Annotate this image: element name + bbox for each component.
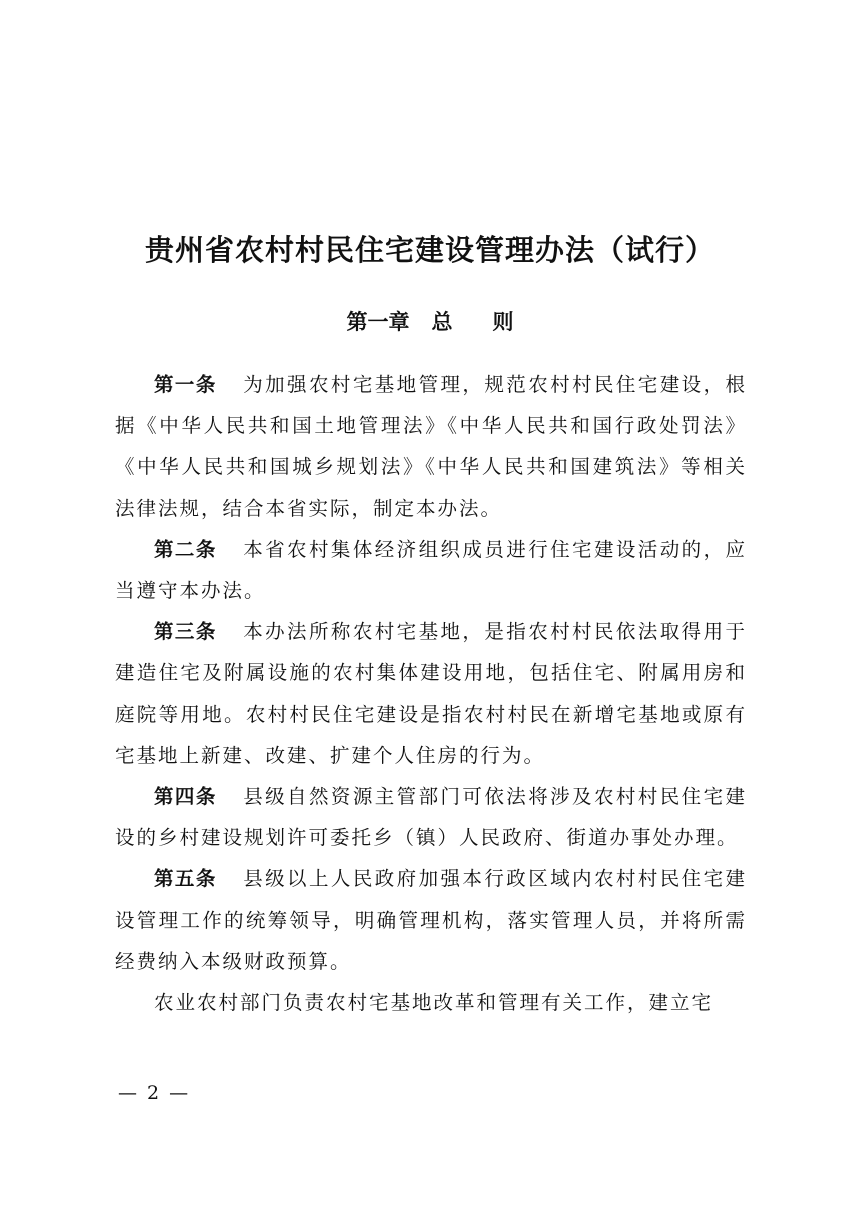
article-paragraph xyxy=(115,611,747,776)
article-paragraph xyxy=(115,776,747,858)
article-number: 第二条 xyxy=(154,537,217,561)
document-body xyxy=(115,364,747,1023)
paragraph-text: 农业农村部门负责农村宅基地改革和管理有关工作，建立宅 xyxy=(154,991,714,1015)
article-number: 第四条 xyxy=(154,785,217,809)
article-number: 第五条 xyxy=(154,867,217,891)
article-paragraph xyxy=(115,858,747,982)
page-number: — 2 — xyxy=(118,1082,191,1104)
article-text: 本省农村集体经济组织成员进行住宅建设活动的，应当遵守本办法。 xyxy=(115,537,747,603)
article-text: 县级以上人民政府加强本行政区域内农村村民住宅建设管理工作的统筹领导，明确管理机构，落实管理人员，并将所需经费纳入本级财政预算。 xyxy=(115,867,747,973)
article-paragraph xyxy=(115,364,747,529)
chapter-heading xyxy=(0,306,860,336)
document-title: 贵州省农村村民住宅建设管理办法（试行） xyxy=(144,233,715,267)
article-text: 县级自然资源主管部门可依法将涉及农村村民住宅建设的乡村建设规划许可委托乡（镇）人民政府、街道办事处办理。 xyxy=(115,785,747,850)
article-number: 第三条 xyxy=(154,620,217,644)
chapter-name-part-2: 则 xyxy=(492,309,514,334)
article-paragraph xyxy=(115,529,747,611)
article-number: 第一条 xyxy=(154,373,217,396)
chapter-number: 第一章 xyxy=(346,309,410,334)
chapter-name-part-1: 总 xyxy=(431,309,453,334)
continuation-paragraph xyxy=(115,982,747,1023)
article-text: 本办法所称农村宅基地，是指农村村民依法取得用于建造住宅及附属设施的农村集体建设用地，包括住宅、附属用房和庭院等用地。农村村民住宅建设是指农村村民在新增宅基地或原有宅基地上新建、改建、扩建个人住房的行为。 xyxy=(115,620,747,767)
article-text: 为加强农村宅基地管理，规范农村村民住宅建设，根据《中华人民共和国土地管理法》《中华人民共和国行政处罚法》《中华人民共和国城乡规划法》《中华人民共和国建筑法》等相关法律法规，结合本省实际，制定本办法。 xyxy=(115,373,747,520)
